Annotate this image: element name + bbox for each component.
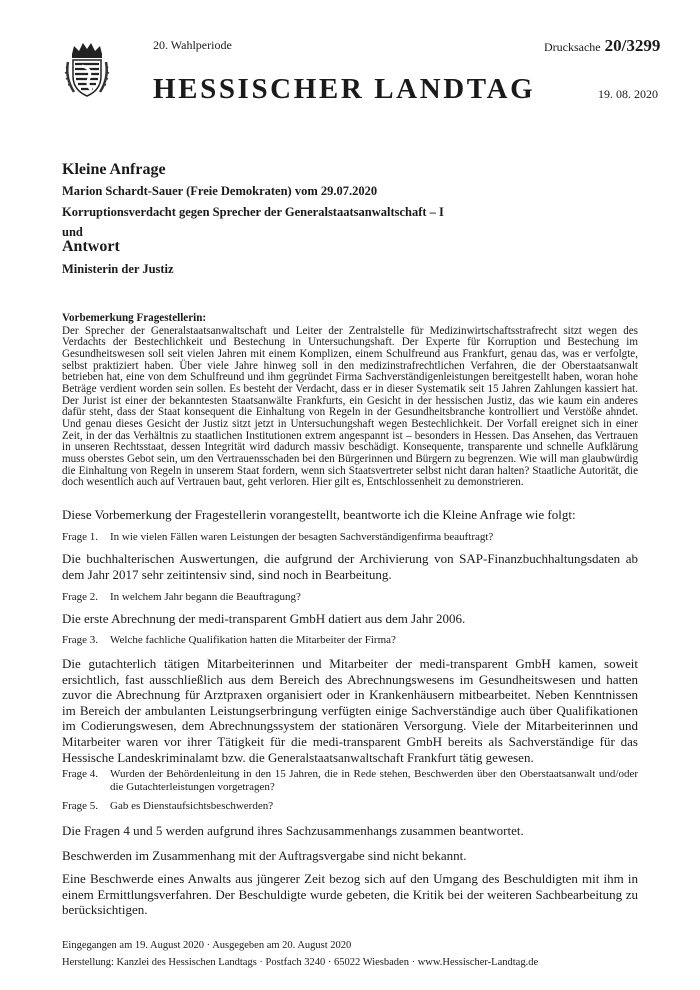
subject-line: Korruptionsverdacht gegen Sprecher der Generalstaatsanwaltschaft – I [62,205,444,219]
question-text: Wurden der Behördenleitung in den 15 Jahren, die in Rede stehen, Beschwerden über den Oberstaatsanwalt und/oder die Gutachterleistungen vorgetragen? [110,768,638,793]
parliament-title: HESSISCHER LANDTAG [153,73,536,105]
footer [62,937,538,971]
answer-1: Die buchhalterischen Auswertungen, die aufgrund der Archivierung von SAP-Finanzbuchhaltungsdaten ab dem Jahr 2017 sehr zeitintensiv sind, sind noch in Bearbeitung. [62,551,638,582]
footer-publisher: Herstellung: Kanzlei des Hessischen Landtags · Postfach 3240 · 65022 Wiesbaden · www.Hessischer-Landtag.de [62,957,539,968]
answer-4-5: Die Fragen 4 und 5 werden aufgrund ihres Sachzusammenhangs zusammen beantwortet. [62,823,524,838]
question-3 [62,634,638,647]
question-text: Gab es Dienstaufsichtsbeschwerden? [110,800,274,812]
preliminary-remark-text: Der Sprecher der Generalstaatsanwaltschaft und Leiter der Zentralstelle für Medizinwirtschaftsstrafrecht sitzt wegen des Verdachts der Bestechlichkeit und Bestechung in Untersuchungshaft. Der Experte für Korruption und Bestechung im Gesundheitswesen soll seit vielen Jahren mit einem Komplizen, einem Schulfreund aus Frankfurt, genau das, was er verfolgte, selbst praktiziert haben. Über viele Jahre hinweg soll in den medizinstrafrechtlichen Verfahren, die der Oberstaatsanwalt betrieben hat, eine von dem Schulfreund und ihm gegründet Firma Sachverständigenleistungen bereitgestellt haben, woran hohe Beträge verdient worden sein sollen. Es besteht der Verdacht, dass er in dieser Systematik seit 15 Jahren Zahlungen kassiert hat. Der Jurist ist einer der bekanntesten Staatsanwälte Frankfurts, ein Gesicht in der hessischen Justiz, das wie kaum ein anderes dafür steht, dass der Staat konsequent die Einhaltung von Regeln in der Gesundheitsbranche kontrolliert und Verstöße ahndet. Und genau dieses Gesicht der Justiz sitzt jetzt in Untersuchungshaft wegen Bestechlichkeit. Der Vorfall ereignet sich in einer Zeit, in der das Verhältnis zu staatlichen Institutionen extrem angespannt ist – besonders in Hessen. Das Ansehen, das Vertrauen in unseren Rechtsstaat, dessen Integrität wird dadurch massiv beschädigt. Konsequente, transparente und schnelle Aufklärung muss oberstes Gebot sein, um den Vertrauensschaden bei den Bürgerinnen und Bürgern zu begrenzen. Wie will man glaubwürdig die Einhaltung von Regeln in unserem Staat fordern, wenn sich Staatsvertreter selbst nicht daran halten? Staatliche Autorität, die doch wesentlich auch auf Vertrauen baut, geht verloren. Hier gilt es, Entschlossenheit zu demonstrieren. [62,324,638,489]
question-5 [62,800,638,813]
question-4 [62,768,638,793]
question-label: Frage 2. [62,591,99,603]
und-label: und [62,225,83,239]
question-1 [62,531,638,544]
answer-2: Die erste Abrechnung der medi-transparent GmbH datiert aus dem Jahr 2006. [62,611,466,626]
drucksache [544,36,660,56]
answer-3: Die gutachterlich tätigen Mitarbeiterinnen und Mitarbeiter der medi-transparent GmbH kamen, soweit ersichtlich, fast ausschließlich aus dem Bereich des Abrechnungswesens im Gesundheitswesen und hatten zuvor die Abrechnung für Arztpraxen organisiert oder in Krankenhäusern mitbearbeitet. Neben Kenntnissen im Bereich der ambulanten Leistungserbringung verfügten einige Sachverständige auch über Qualifikationen im Codierungswesen, dem Abrechnungssystem der stationären Versorgung. Viele der Mitarbeiterinnen und Mitarbeiter waren vor ihrer Tätigkeit für die medi-transparent GmbH bereits als Sachverständige für das Hessische Landeskriminalamt bzw. die Generalstaatsanwaltschaft Frankfurt tätig gewesen. [62,656,638,765]
intro-paragraph: Diese Vorbemerkung der Fragestellerin vorangestellt, beantworte ich die Kleine Anfrage wie folgt: [62,507,576,522]
question-text: Welche fachliche Qualifikation hatten die Mitarbeiter der Firma? [110,634,396,646]
question-label: Frage 3. [62,634,99,646]
question-text: In wie vielen Fällen waren Leistungen der besagten Sachverständigenfirma beauftragt? [110,531,494,543]
author-line: Marion Schardt-Sauer (Freie Demokraten) vom 29.07.2020 [62,184,378,198]
question-text: In welchem Jahr begann die Beauftragung? [110,591,301,603]
drucksache-number: 20/3299 [604,36,661,55]
preliminary-remark-title: Vorbemerkung Fragestellerin: [62,312,207,324]
drucksache-label: Drucksache [544,40,601,54]
answer-4-5-lawyer-complaint: Eine Beschwerde eines Anwalts aus jüngerer Zeit bezog sich auf den Umgang des Beschuldigten mit ihm in einem Ermittlungsverfahren. Der Beschuldigte wurde gebeten, die Kritik bei der weiteren Sachbearbeitung zu berücksichtigen. [62,871,638,918]
ministry-line: Ministerin der Justiz [62,262,174,276]
answer-heading: Antwort [62,238,120,255]
hessen-coat-of-arms-icon [62,40,112,100]
document-type: Kleine Anfrage [62,161,166,178]
preliminary-remark [62,313,638,489]
answer-4-5-complaints: Beschwerden im Zusammenhang mit der Auftragsvergabe sind nicht bekannt. [62,848,467,863]
question-label: Frage 4. [62,768,99,780]
question-2 [62,591,638,604]
footer-dates: Eingegangen am 19. August 2020 · Ausgegeben am 20. August 2020 [62,940,352,951]
question-label: Frage 1. [62,531,99,543]
document-date: 19. 08. 2020 [598,87,658,101]
wahlperiode: 20. Wahlperiode [153,38,232,52]
question-label: Frage 5. [62,800,99,812]
